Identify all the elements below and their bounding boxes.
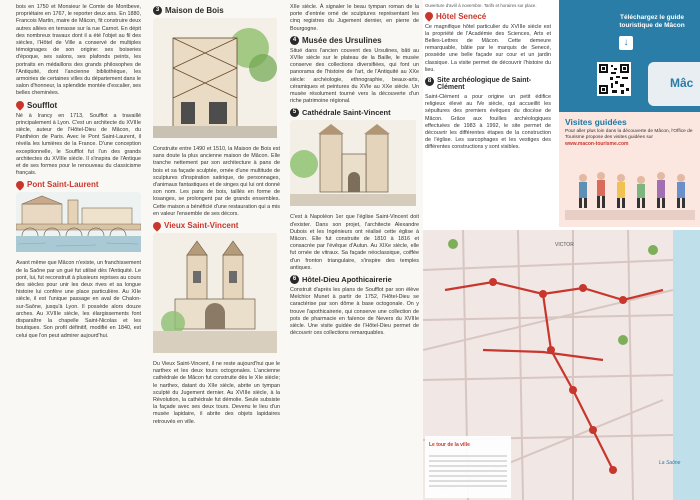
cathedrale-number-badge: 5 [290, 108, 299, 117]
column-2 [147, 0, 284, 500]
intro-text: bois en 1750 et Monsieur le Comte de Montbeve, propriétaire en 1767, le reporter deux ans. En 1880, Francois Martin, maire de Mâcon, fit construire deux autres allées en terrasse sur la rue Carnot. En dépit des nombreux travaux dont il a été l'objet au fil des siècles, l'Hôtel de Ville a conservé de multiples témoignages de son origine: ses boiseries d'époque, ses salons, ses plafonds peints, les portraits en médaillons des grands philosophes de l'Antiquité, dont l'ancienne bibliothèque, les armoiries de certaines villes du département dans le salon d'honneur, la splendide montée d'escalier, ses belles cheminées. [16, 4, 141, 97]
info-text-column [425, 0, 551, 155]
visits-text: Pour aller plus loin dans la découverte de Mâcon, l'Office de Tourisme propose des visites guidées sur [565, 129, 693, 140]
cathedrale-text: C'est à Napoléon 1er que l'église Saint-Vincent doit d'exister. Dans son projet, l'architecte Alexandre Dubois et les Ingénieurs ont réalisé cette église à Mâcon. Elle fut construite de 1810 à 1816 et consacrée par l'évêque d'Autun. Au XIXe siècle, elle fut ornée de vitraux. Sa façade néoclassique, coiffée d'un fronton triangulaire, s'inspire des temples antiques. [290, 214, 419, 271]
maison-text: Construite entre 1490 et 1510, la Maison de Bois est sans doute la plus ancienne maison de Mâcon. Elle tranche nettement par son architecture à pans de bois et sa façade sculptée, ornée d'une multitude de sculptures d'inspiration satirique, de personnages, d'animaux fantastiques et de singes qui lui ont donné son nom. Les pans de bois, taillés en forme de losanges, se prolongent par de grands ensembles. Cette maison a bénéficié d'une restauration qui a mis en valeur l'ensemble de ses décors. [153, 146, 280, 217]
column-4 [423, 0, 700, 500]
map-legend-title: Le tour de la ville [429, 442, 470, 448]
cathedrale-title: Cathédrale Saint-Vincent [302, 108, 391, 118]
senece-title: Hôtel Senecé [436, 11, 487, 21]
site-number-badge: 8 [425, 77, 434, 86]
city-map[interactable] [423, 230, 700, 500]
maison-title: Maison de Bois [165, 6, 224, 15]
apothicairerie-text: Construit d'après les plans de Soufflot par son élève Melchior Munet à partir de 1752, l'Hôtel-Dieu se caractérise par son dôme à base octogonale. On y trouve l'apothicairerie, qui conserve une collection de pots de pharmacie en faïence de Nevers du XVIIIe siècle. Une visite guidée de l'Hôtel-Dieu permet de découvrir ces collections remarquables. [290, 287, 419, 337]
city-sign [648, 62, 700, 106]
site-heading [425, 77, 551, 91]
column-1 [0, 0, 147, 500]
download-icon: ↓ [619, 36, 633, 50]
vincent-text: Du Vieux Saint-Vincent, il ne reste aujourd'hui que le narthex et les deux tours octogonales. L'ancienne cathédrale de Mâcon fut construite dès le XIe siècle; le narthex, datant du XIIe siècle, abrite un tympan sculpté du Jugement dernier. Au XVIIIe siècle, à la Révolution, la cathédrale fut démolie. Seule subsiste la façade avec ses deux tours. Devenu le lieu d'un musée lapidaire, il abrite des objets lapidaires retrouvés en ville. [153, 361, 280, 425]
map-pin-icon [14, 179, 25, 190]
qr-code-icon[interactable] [597, 62, 631, 96]
pont-illustration [16, 192, 141, 257]
info-panel [423, 0, 700, 230]
cathedrale-heading [290, 108, 419, 117]
vincent-illustration [153, 233, 280, 358]
visits-title: Visites guidées [565, 117, 627, 127]
senece-text: Ce magnifique hôtel particulier du XVIIIe siècle est la propriété de l'Académie des Sciences, Arts et Belles-Lettres de Mâcon. Cette demeure remarquable, bâtie par le marquis de Senecé, possède une belle façade sur cour et un jardin classique. La visite permet de découvrir l'histoire du lieu. [425, 23, 551, 73]
pont-heading [16, 180, 141, 189]
guided-tours-panel [559, 112, 700, 227]
musee-heading [290, 36, 419, 45]
vincent-heading [153, 221, 280, 230]
soufflot-text: Né à Irancy en 1713, Soufflot a travaillé principalement à Lyon. C'est un architecte du XVIIIe siècle, auteur de l'Hôtel-Dieu de Mâcon, du Panthéon de Paris. Avec le Pont Saint-Laurent, il révéla les lumières de la France. D'une conception exceptionnelle, le Soufflot fut l'un des grands architectes du XVIIIe siècle. Il s'inspira de l'Antique et de ses formes pour le renouveau du classicisme français. [16, 112, 141, 177]
pont-text: Avant même que Mâcon n'existe, un franchissement de la Saône par un gué fut utilisé dès l'Antiquité. Le pont, lui, fut reconstruit à plusieurs reprises au cours des siècles pour unir les deux rives et sa longue histoire lui confère une place particulière. Au XIIe siècle, il est l'unique passage en aval de Chalon-sur-Saône, jusqu'à Lyon. Il possède alors douze arches. Au XVIIIe siècle, les élargissements font disparaître la chapelle Saint-Nicolas et les boutiques. Son profil définitif, modifié en 1840, est celui que l'on peut admirer aujourd'hui. [16, 260, 141, 339]
vincent-title: Vieux Saint-Vincent [164, 221, 239, 231]
column-3 [284, 0, 423, 500]
map-legend [429, 452, 507, 490]
soufflot-title: Soufflot [27, 100, 58, 110]
cathedrale-illustration [290, 120, 419, 211]
musee-title: Musée des Ursulines [302, 35, 382, 45]
top-text: XIIe siècle. À signaler le beau tympan roman de la porte d'entrée orné de sculptures représentant les cinq registres du Jugement dernier, en pierre de Bourgogne. [290, 4, 419, 32]
musee-number-badge: 4 [290, 36, 299, 45]
map-pin-icon [151, 220, 162, 231]
timber-house-sketch-icon [153, 18, 277, 138]
pont-title: Pont Saint-Laurent [27, 180, 99, 190]
apothicairerie-title: Hôtel-Dieu Apothicairerie [302, 275, 392, 285]
map-pin-icon [14, 99, 25, 110]
senece-heading [425, 12, 551, 21]
bridge-sketch-icon [16, 192, 141, 252]
tour-group-illustration-icon [565, 158, 695, 220]
promo-text: Téléchargez le guide touristique de Mâcon [619, 14, 685, 29]
cathedral-sketch-icon [290, 120, 416, 206]
apothicairerie-number-badge: 6 [290, 275, 299, 284]
musee-text: Situé dans l'ancien couvent des Ursulines, bâti au XVIIe siècle sur le plateau de la Baille, le musée conserve des collections diversifiées, qui font un panorama de l'histoire de l'art, de l'Antiquité au XXe siècle: archéologie, ethnographie, beaux-arts, céramiques et peintures du XVIe au XXe siècle. Un musée résolument tourné vers la découverte d'un riche patrimoine régional. [290, 47, 419, 105]
guide-promo[interactable] [559, 0, 700, 112]
map-pin-icon [423, 10, 434, 21]
maison-heading [153, 6, 280, 15]
visits-link[interactable]: www.macon-tourisme.com [565, 141, 629, 147]
map-street-label: VICTOR [555, 242, 574, 248]
maison-number-badge: 3 [153, 6, 162, 15]
apothicairerie-heading [290, 275, 419, 284]
site-text: Saint-Clément a pour origine un petit édifice religieux élevé au IVe siècle, qui accueillit les sépultures des premiers évêques du diocèse de Mâcon. Grâce aux fouilles archéologiques effectuées de 1983 à 1992, le site permet de découvrir les différentes étapes de la construction de l'église. Les sarcophages et les vestiges des différentes constructions y sont visibles. [425, 94, 551, 151]
church-towers-sketch-icon [153, 233, 277, 353]
maison-illustration [153, 18, 280, 143]
city-sign-label: Mâc [670, 76, 694, 90]
map-river-label: La Saône [659, 460, 681, 466]
soufflot-heading [16, 101, 141, 110]
top-note: Ouverture d'avril à novembre. Tarifs et horaires sur place. [425, 3, 537, 8]
site-title: Site archéologique de Saint-Clément [437, 77, 532, 92]
